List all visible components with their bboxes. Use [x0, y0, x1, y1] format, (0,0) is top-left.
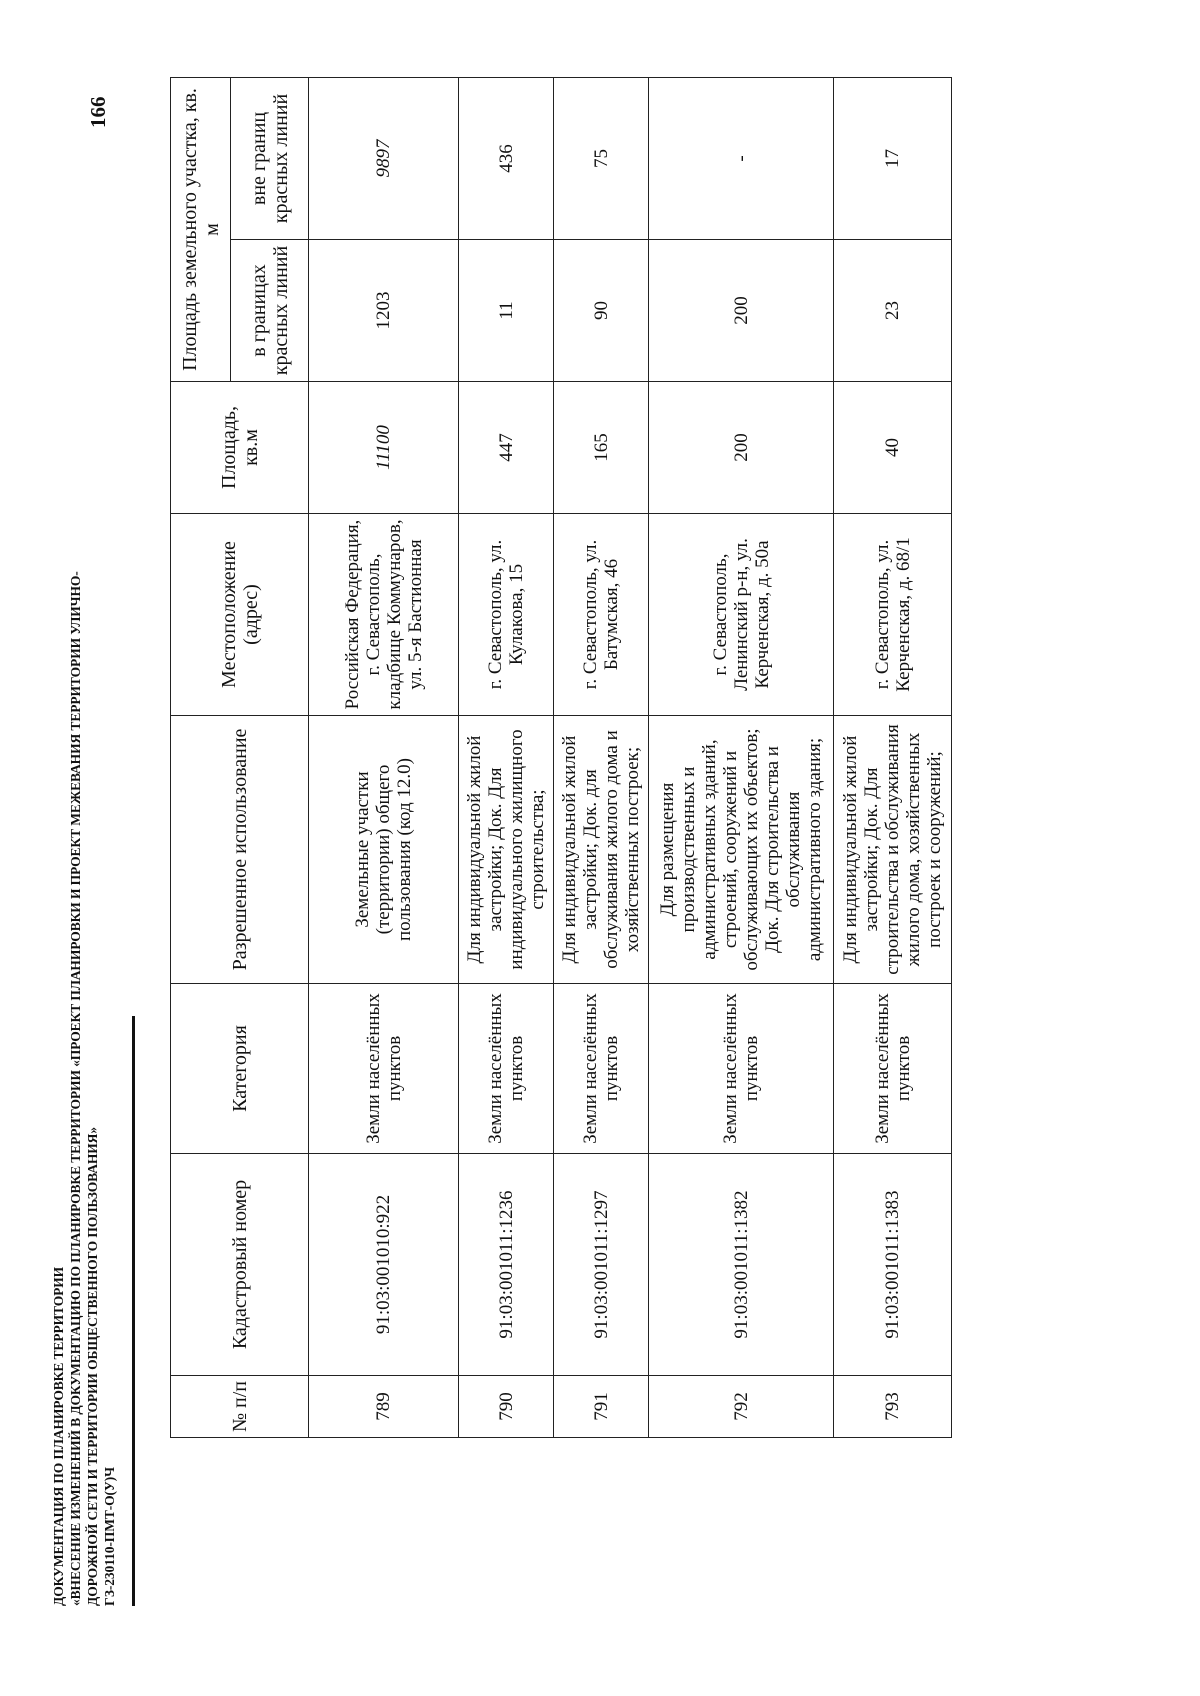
column-header-inside-red-lines: в границах красных линий	[231, 240, 309, 382]
cell-use: Земельные участки (территории) общего пользования (код 12.0)	[309, 716, 459, 984]
cell-num: 791	[554, 1376, 649, 1438]
cell-outside: 436	[459, 77, 554, 239]
cell-outside: 17	[834, 77, 952, 239]
header-divider	[132, 1016, 135, 1606]
cell-inside: 1203	[309, 240, 459, 382]
document-header	[50, 506, 118, 1606]
cell-num: 789	[309, 1376, 459, 1438]
cell-area: 447	[459, 382, 554, 514]
page-number: 166	[86, 96, 110, 128]
table-row	[554, 77, 649, 1437]
cell-inside: 90	[554, 240, 649, 382]
header-line: ДОКУМЕНТАЦИЯ ПО ПЛАНИРОВКЕ ТЕРРИТОРИИ	[51, 1266, 66, 1606]
column-header-cadastral: Кадастровый номер	[171, 1154, 309, 1376]
cell-area: 11100	[309, 382, 459, 514]
cell-cadastral: 91:03:001011:1297	[554, 1154, 649, 1376]
cell-outside: -	[649, 77, 834, 239]
cell-category: Земли населённых пунктов	[459, 984, 554, 1154]
table-row	[459, 77, 554, 1437]
column-header-outside-red-lines: вне границ красных линий	[231, 77, 309, 239]
header-line: ДОРОЖНОЙ СЕТИ И ТЕРРИТОРИИ ОБЩЕСТВЕННОГО ПОЛЬЗОВАНИЯ»	[85, 1127, 100, 1606]
column-header-area: Площадь, кв.м	[171, 382, 309, 514]
cell-outside: 75	[554, 77, 649, 239]
cell-use: Для размещения производственных и административных зданий, строений, сооружений и обслуживающих их объектов; Док. Для строительства и обслуживания административного здания;	[649, 716, 834, 984]
cell-cadastral: 91:03:001010:922	[309, 1154, 459, 1376]
cell-use: Для индивидуальной жилой застройки; Док. для обслуживания жилого дома и хозяйственных построек;	[554, 716, 649, 984]
cell-area: 165	[554, 382, 649, 514]
cell-location: г. Севастополь, ул. Кулакова, 15	[459, 514, 554, 716]
cell-outside: 9897	[309, 77, 459, 239]
table-row	[834, 77, 952, 1437]
cell-num: 792	[649, 1376, 834, 1438]
column-header-num: № п/п	[171, 1376, 309, 1438]
cell-category: Земли населённых пунктов	[554, 984, 649, 1154]
cell-inside: 23	[834, 240, 952, 382]
cell-area: 40	[834, 382, 952, 514]
table-row	[649, 77, 834, 1437]
cell-cadastral: 91:03:001011:1236	[459, 1154, 554, 1376]
cell-num: 790	[459, 1376, 554, 1438]
cell-use: Для индивидуальной жилой застройки; Док. Для индивидуального жилищного строительства;	[459, 716, 554, 984]
header-line: «ВНЕСЕНИЕ ИЗМЕНЕНИЙ В ДОКУМЕНТАЦИЮ ПО ПЛАНИРОВКЕ ТЕРРИТОРИИ «ПРОЕКТ ПЛАНИРОВКИ И ПРОЕКТ МЕЖЕВАНИЯ ТЕРРИТОРИИ УЛИЧНО-	[68, 571, 83, 1606]
table-row	[309, 77, 459, 1437]
cell-use: Для индивидуальной жилой застройки; Док. Для строительства и обслуживания жилого дома, хозяйственных построек и сооружений;	[834, 716, 952, 984]
cell-inside: 200	[649, 240, 834, 382]
cell-category: Земли населённых пунктов	[309, 984, 459, 1154]
cell-location: г. Севастополь, ул. Батумская, 46	[554, 514, 649, 716]
column-header-plot-area: Площадь земельного участка, кв. м	[171, 77, 231, 381]
cell-inside: 11	[459, 240, 554, 382]
cell-location: Российская Федерация, г. Севастополь, кладбище Коммунаров, ул. 5-я Бастионная	[309, 514, 459, 716]
cell-cadastral: 91:03:001011:1383	[834, 1154, 952, 1376]
cell-area: 200	[649, 382, 834, 514]
column-header-category: Категория	[171, 984, 309, 1154]
cell-category: Земли населённых пунктов	[649, 984, 834, 1154]
column-header-location: Местоположение (адрес)	[171, 514, 309, 716]
land-plots-table	[170, 77, 952, 1438]
header-line: ГЗ-230110-ПМТ-О(У)Ч	[102, 1467, 117, 1606]
cell-cadastral: 91:03:001011:1382	[649, 1154, 834, 1376]
cell-location: г. Севастополь, Ленинский р-н, ул. Керченская, д. 50а	[649, 514, 834, 716]
cell-num: 793	[834, 1376, 952, 1438]
column-header-use: Разрешенное использование	[171, 716, 309, 984]
cell-category: Земли населённых пунктов	[834, 984, 952, 1154]
cell-location: г. Севастополь, ул. Керченская, д. 68/1	[834, 514, 952, 716]
